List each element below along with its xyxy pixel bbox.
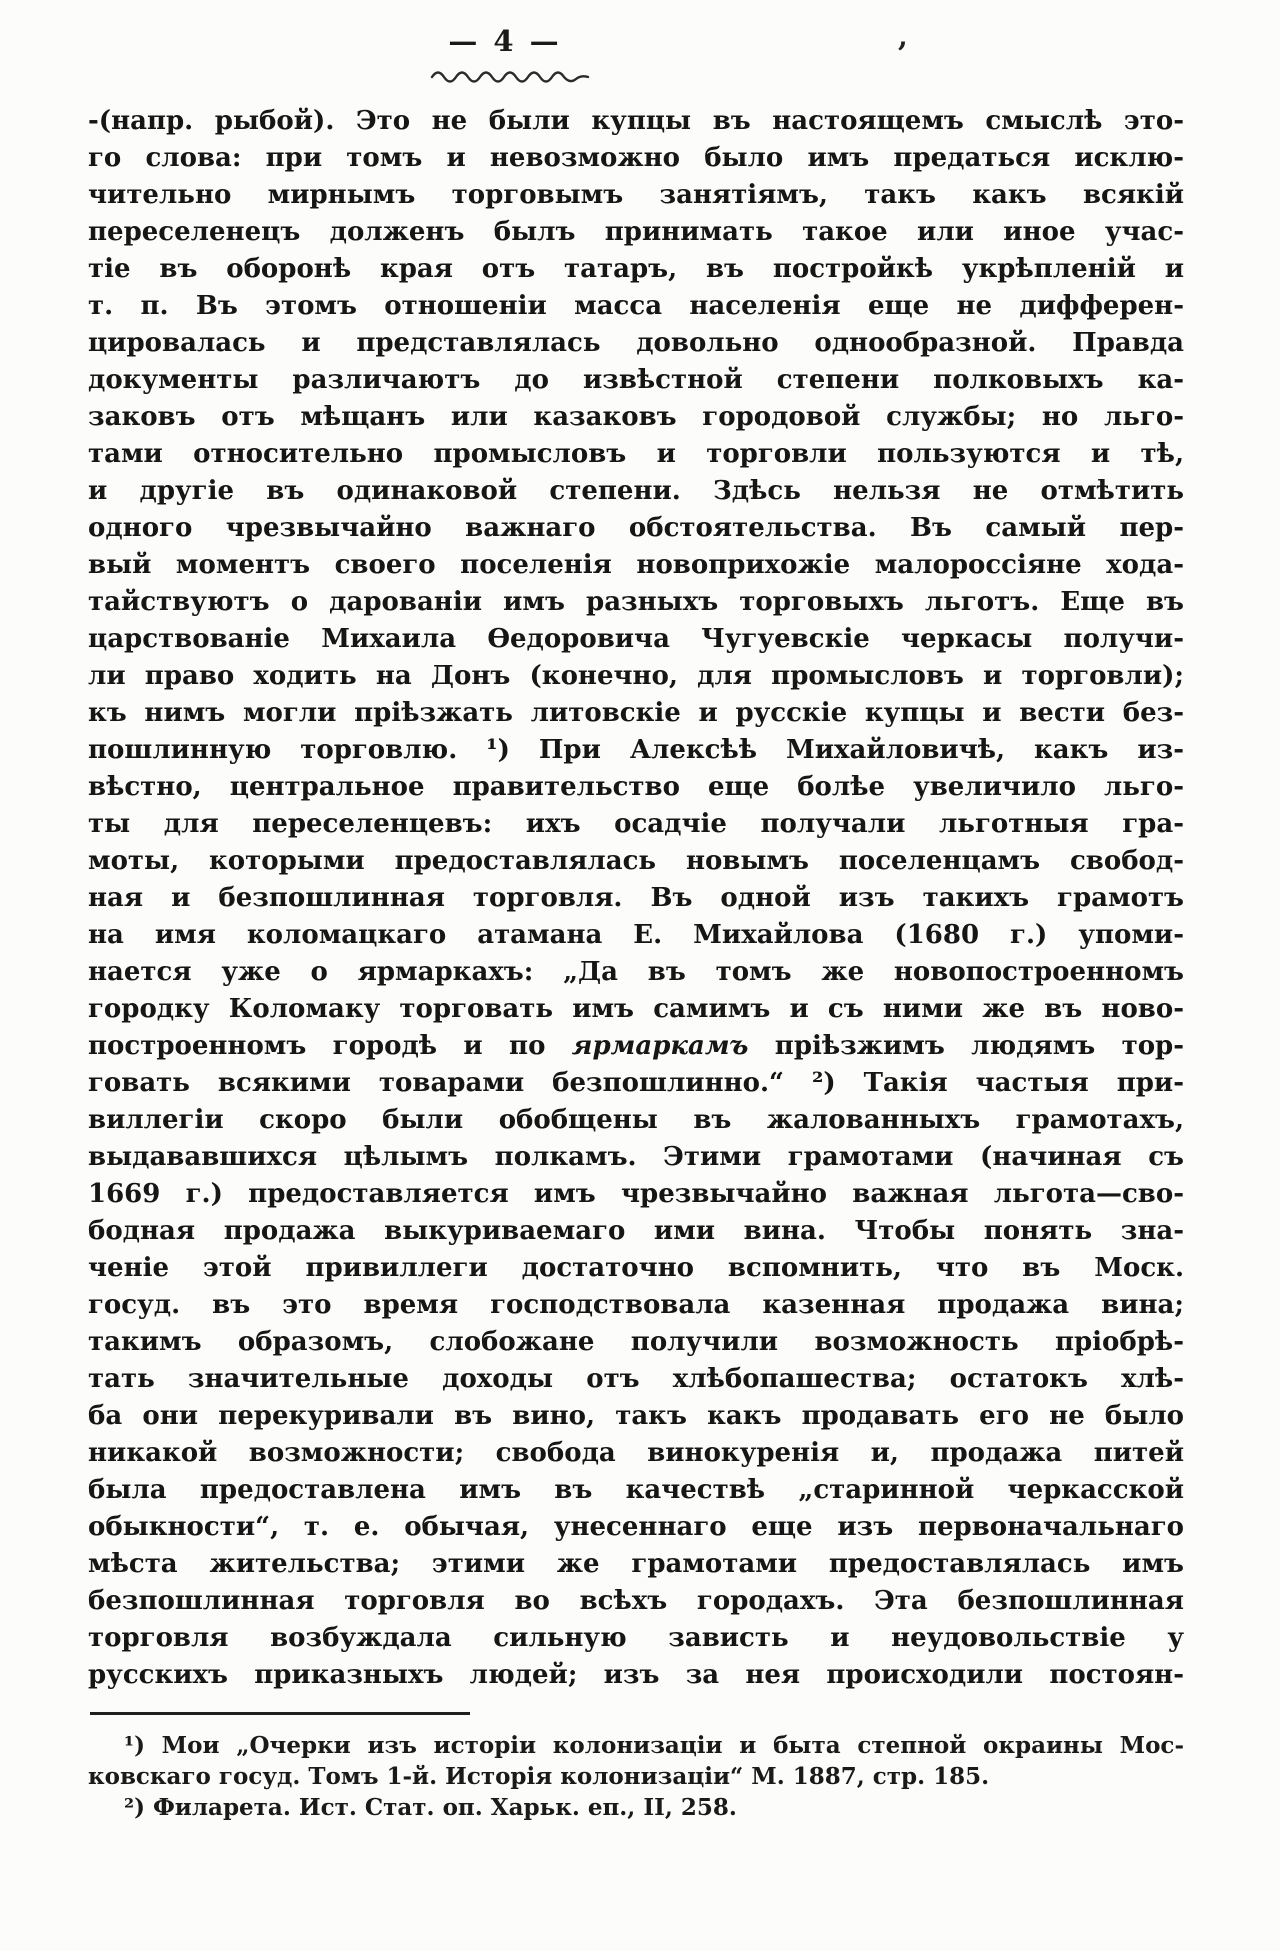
text-line: русскихъ приказныхъ людей; изъ за нея происходили постоян- [88, 1660, 1184, 1690]
text-line: вый моментъ своего поселенія новоприхожіе малороссіяне хода- [88, 550, 1184, 580]
footnote-separator [90, 1712, 470, 1715]
text-line: царствованіе Михаила Ѳедоровича Чугуевскіе черкасы получи- [88, 624, 1184, 654]
text-line: тіе въ оборонѣ края отъ татаръ, въ постройкѣ укрѣпленій и [88, 254, 1184, 284]
text-line: госуд. въ это время господствовала казенная продажа вина; [88, 1290, 1184, 1320]
text-line: нается уже о ярмаркахъ: „Да въ томъ же новопостроенномъ [88, 957, 1184, 987]
text-line: 1669 г.) предоставляется имъ чрезвычайно важная льгота—сво- [88, 1179, 1184, 1209]
text-line: такимъ образомъ, слобожане получили возможность пріобрѣ- [88, 1327, 1184, 1357]
text-line: къ нимъ могли пріѣзжать литовскіе и русскіе купцы и вести без- [88, 698, 1184, 728]
text-line: ба они перекуривали въ вино, такъ какъ продавать его не было [88, 1401, 1184, 1431]
text-line: ²) Филарета. Ист. Стат. оп. Харьк. еп., II, 258. [124, 1794, 737, 1821]
text-line: тами относительно промысловъ и торговли пользуются и тѣ, [88, 439, 1184, 469]
text-line: т. п. Въ этомъ отношеніи масса населенія еще не дифферен- [88, 291, 1184, 321]
text-line: заковъ отъ мѣщанъ или казаковъ городовой службы; но льго- [88, 402, 1184, 432]
text-line: ¹) Мои „Очерки изъ исторіи колонизаціи и быта степной окраины Мос- [124, 1732, 1184, 1759]
text-line: ты для переселенцевъ: ихъ осадчіе получали льготныя гра- [88, 809, 1184, 839]
text-line: ная и безпошлинная торговля. Въ одной изъ такихъ грамотъ [88, 883, 1184, 913]
text-line: безпошлинная торговля во всѣхъ городахъ. Эта безпошлинная [88, 1586, 1184, 1616]
text-line: переселенецъ долженъ былъ принимать такое или иное учас- [88, 217, 1184, 247]
text-line: ченіе этой привиллеги достаточно вспомнить, что въ Моск. [88, 1253, 1184, 1283]
text-line: пошлинную торговлю. ¹) При Алексѣѣ Михайловичѣ, какъ из- [88, 735, 1184, 765]
text-line: ли право ходить на Донъ (конечно, для промысловъ и торговли); [88, 661, 1184, 691]
footnotes [88, 1730, 1184, 1823]
text-line: тать значительные доходы отъ хлѣбопашества; остатокъ хлѣ- [88, 1364, 1184, 1394]
text-line: тайствуютъ о дарованіи имъ разныхъ торговыхъ льготъ. Еще въ [88, 587, 1184, 617]
text-line: одного чрезвычайно важнаго обстоятельства. Въ самый пер- [88, 513, 1184, 543]
text-line: городку Коломаку торговать имъ самимъ и съ ними же въ ново- [88, 994, 1184, 1024]
text-line: была предоставлена имъ въ качествѣ „старинной черкасской [88, 1475, 1184, 1505]
text-line: построенномъ городѣ и по ярмаркамъ пріѣзжимъ людямъ тор- [88, 1031, 1185, 1061]
text-line: выдававшихся цѣлымъ полкамъ. Этими грамотами (начиная съ [88, 1142, 1184, 1172]
text-line: ковскаго госуд. Томъ 1-й. Исторія колонизаціи“ М. 1887, стр. 185. [88, 1763, 990, 1790]
page-number: — 4 — [448, 24, 562, 58]
text-line: торговля возбуждала сильную зависть и неудовольствіе у [88, 1623, 1184, 1653]
text-line: вѣстно, центральное правительство еще болѣе увеличило льго- [88, 772, 1184, 802]
text-line: моты, которыми предоставлялась новымъ поселенцамъ свобод- [88, 846, 1184, 876]
text-line: цировалась и представлялась довольно однообразной. Правда [88, 328, 1184, 358]
header-flourish-icon [430, 68, 600, 84]
text-line: на имя коломацкаго атамана Е. Михайлова (1680 г.) упоми- [88, 920, 1184, 950]
text-line: мѣста жительства; этими же грамотами предоставлялась имъ [88, 1549, 1184, 1579]
text-line: виллегіи скоро были обобщены въ жалованныхъ грамотахъ, [88, 1105, 1184, 1135]
text-line: говать всякими товарами безпошлинно.“ ²) Такія частыя при- [88, 1068, 1184, 1098]
text-line: -(напр. рыбой). Это не были купцы въ настоящемъ смыслѣ это- [88, 106, 1184, 136]
text-line: и другіе въ одинаковой степени. Здѣсь нельзя не отмѣтить [88, 476, 1184, 506]
text-line: го слова: при томъ и невозможно было имъ предаться исклю- [88, 143, 1184, 173]
text-line: бодная продажа выкуриваемаго ими вина. Чтобы понять зна- [88, 1216, 1184, 1246]
text-line: чительно мирнымъ торговымъ занятіямъ, такъ какъ всякій [88, 180, 1184, 210]
text-line: никакой возможности; свобода винокуренія и, продажа питей [88, 1438, 1184, 1468]
text-line: документы различаютъ до извѣстной степени полковыхъ ка- [88, 365, 1184, 395]
text-line: обыкности“, т. е. обычая, унесеннаго еще изъ первоначальнаго [88, 1512, 1184, 1542]
body-text [88, 103, 1184, 1694]
ink-speck: , [898, 20, 908, 53]
